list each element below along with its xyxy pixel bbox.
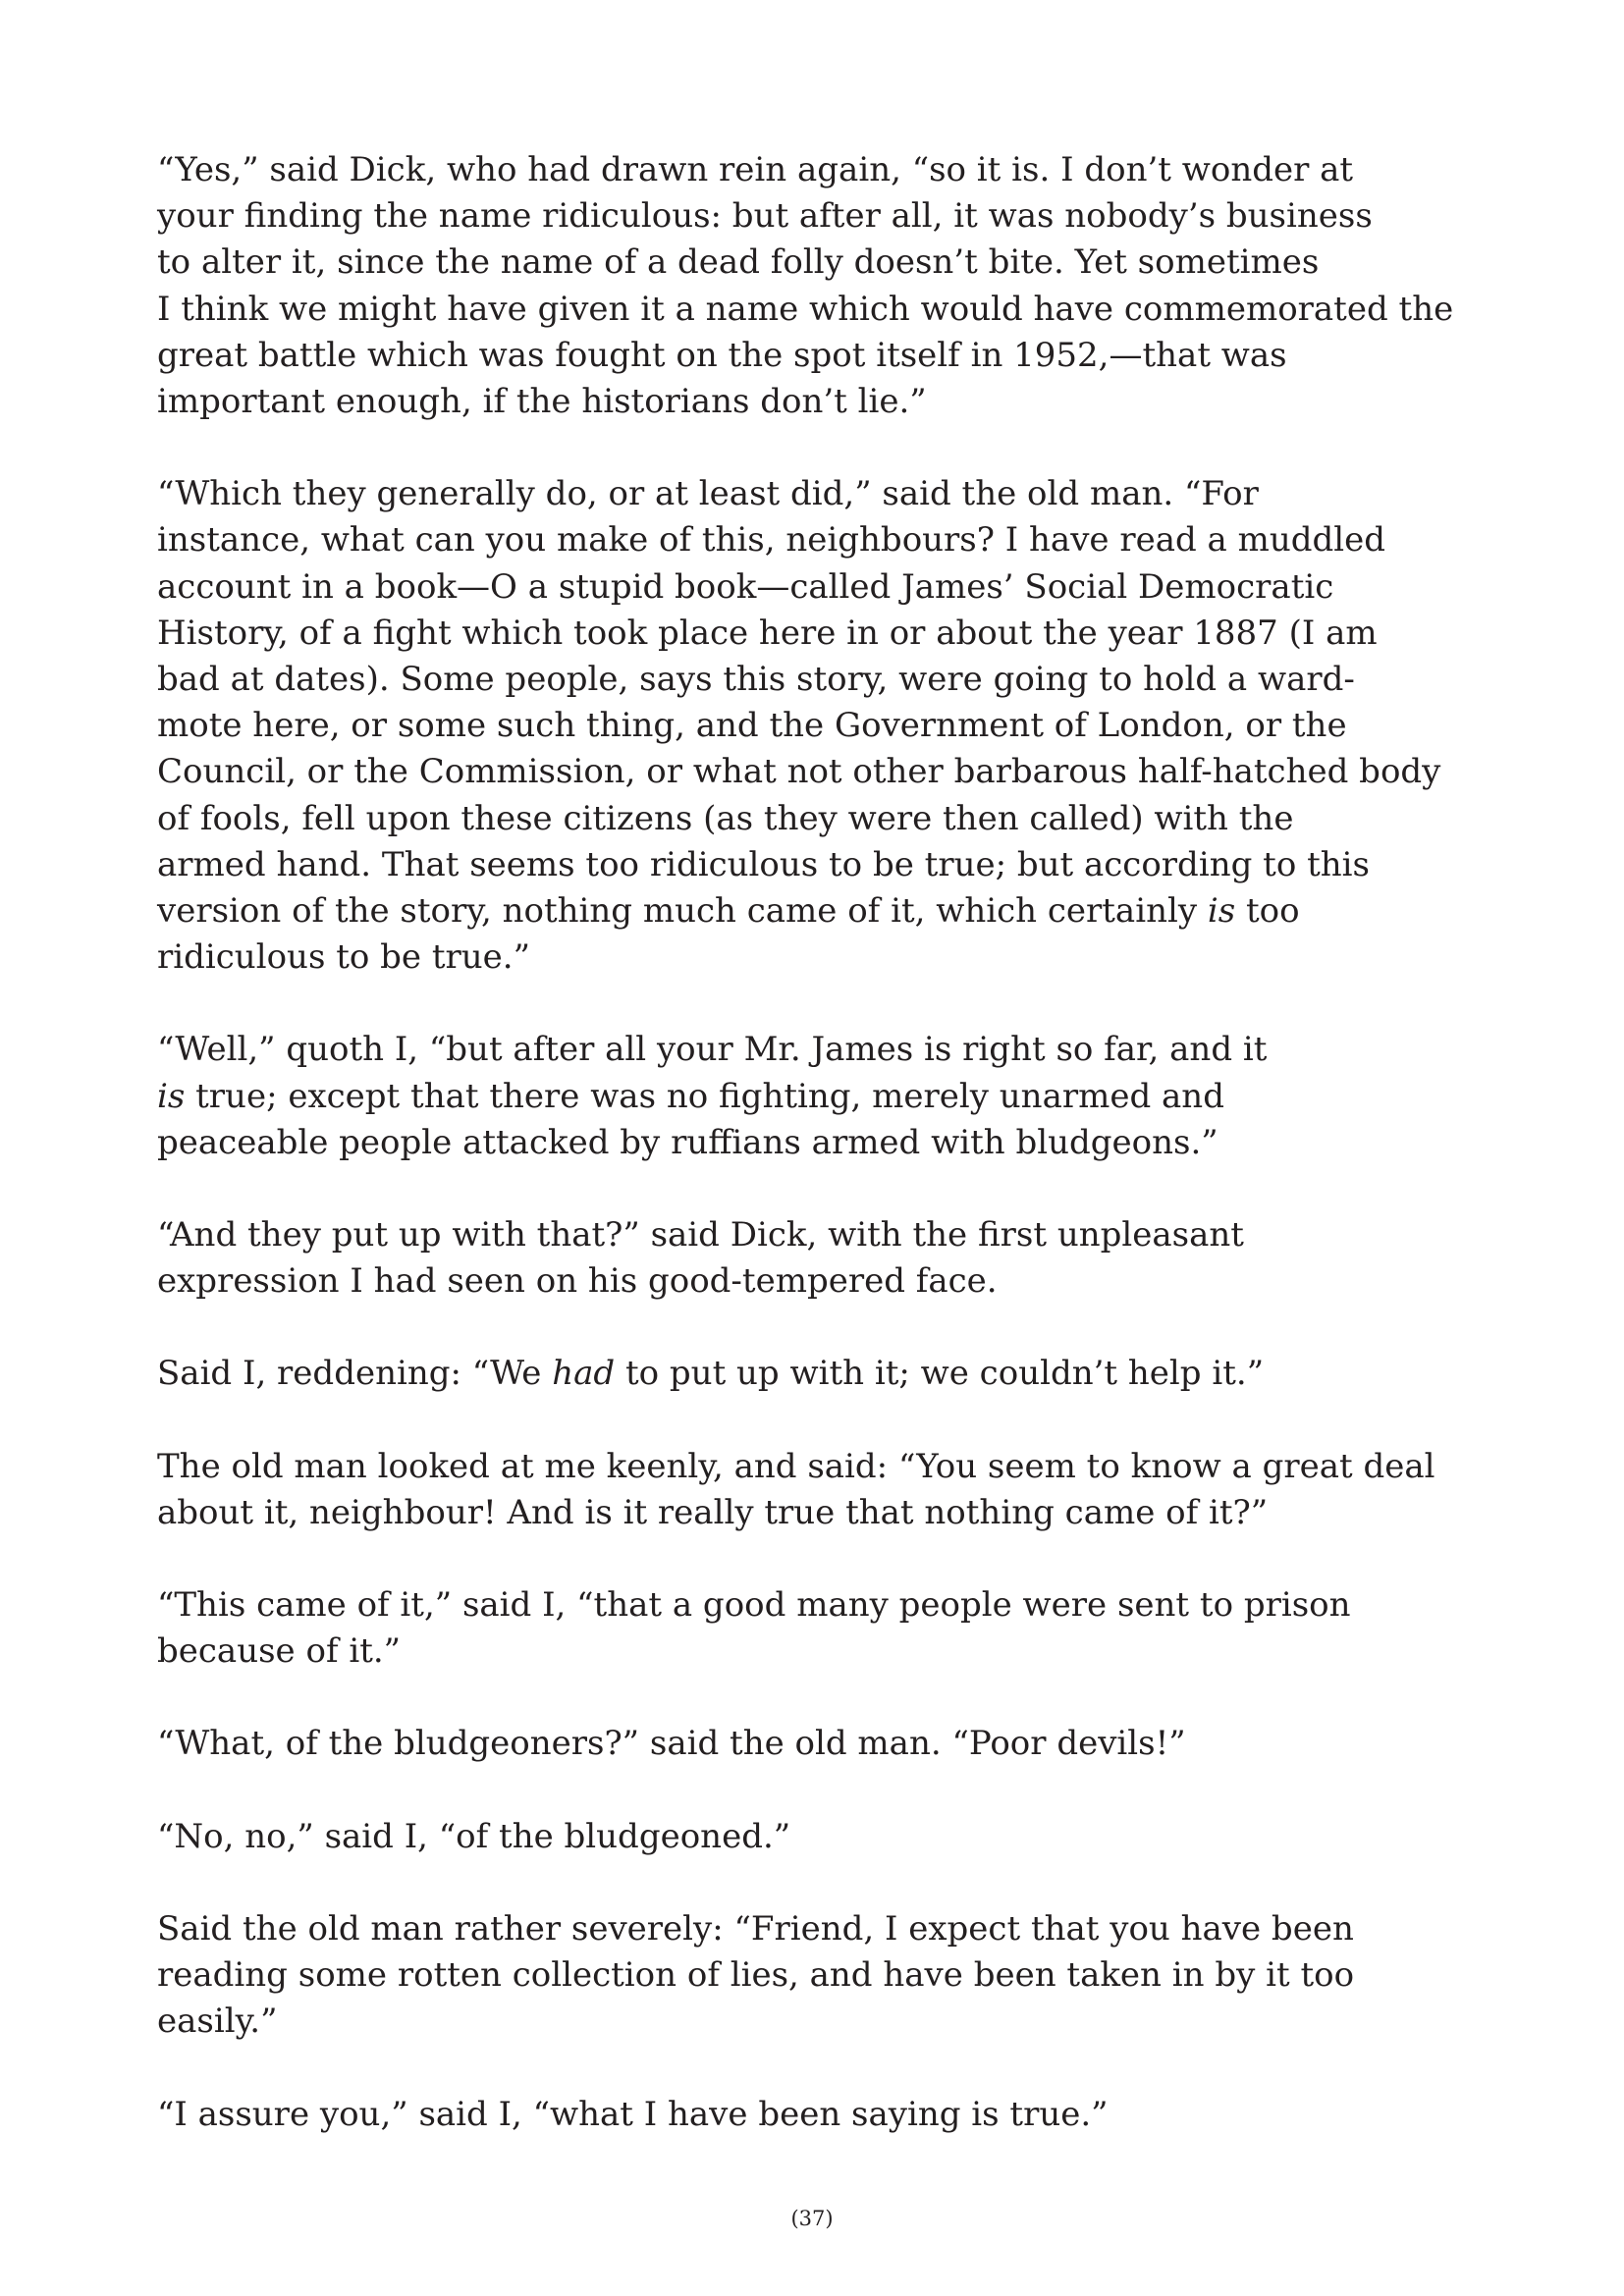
text-line: “What, of the bludgeoners?” said the old man. “Poor devils!” bbox=[157, 1724, 1186, 1764]
text-line: your finding the name ridiculous: but after all, it was nobody’s business bbox=[157, 196, 1373, 237]
text-line: important enough, if the historians don’t lie.” bbox=[157, 382, 927, 422]
text-line: “I assure you,” said I, “what I have been saying is true.” bbox=[157, 2094, 1109, 2134]
paragraph bbox=[157, 1721, 1375, 1767]
text-segment: true; except that there was no fighting, merely unarmed and bbox=[185, 1076, 1224, 1116]
text-line: History, of a fight which took place here in or about the year 1887 (I am bbox=[157, 613, 1378, 653]
paragraph bbox=[157, 1906, 1375, 2046]
text-line: armed hand. That seems too ridiculous to be true; but according to this bbox=[157, 844, 1370, 884]
text-segment: too bbox=[1235, 891, 1300, 932]
text-line: of fools, fell upon these citizens (as they were then called) with the bbox=[157, 798, 1294, 838]
paragraph bbox=[157, 1814, 1375, 1860]
text-line: ridiculous to be true.” bbox=[157, 937, 530, 978]
paragraph bbox=[157, 147, 1454, 425]
text-line: Council, or the Commission, or what not other barbarous half-hatched body bbox=[157, 752, 1441, 792]
text-line: account in a book—O a stupid book—called James’ Social Democratic bbox=[157, 566, 1334, 607]
paragraph bbox=[157, 1444, 1435, 1536]
text-line: “And they put up with that?” said Dick, with the first unpleasant bbox=[157, 1215, 1244, 1255]
text-line: great battle which was fought on the spot itself in 1952,—that was bbox=[157, 335, 1287, 375]
paragraph bbox=[157, 1027, 1375, 1166]
text-line: I think we might have given it a name which would have commemorated the bbox=[157, 289, 1454, 329]
text-line: expression I had seen on his good-tempered face. bbox=[157, 1261, 998, 1302]
text-line: “Yes,” said Dick, who had drawn rein again, “so it is. I don’t wonder at bbox=[157, 150, 1354, 189]
paragraph bbox=[157, 1582, 1375, 1675]
text-line: “Well,” quoth I, “but after all your Mr. James is right so far, and it bbox=[157, 1030, 1268, 1070]
text-segment: to put up with it; we couldn’t help it.” bbox=[615, 1354, 1265, 1394]
text-line bbox=[157, 1074, 1375, 1120]
text-line: “No, no,” said I, “of the bludgeoned.” bbox=[157, 1816, 791, 1856]
text-line: peaceable people attacked by ruffians armed with bludgeons.” bbox=[157, 1122, 1218, 1162]
text-segment: Said I, reddening: “We bbox=[157, 1354, 553, 1394]
text-line: “This came of it,” said I, “that a good many people were sent to prison bbox=[157, 1585, 1351, 1626]
text-line bbox=[157, 888, 1375, 934]
text-line: reading some rotten collection of lies, and have been taken in by it too bbox=[157, 1955, 1355, 1996]
text-line: easily.” bbox=[157, 2002, 278, 2042]
paragraph bbox=[157, 2092, 1375, 2138]
text-segment: version of the story, nothing much came of it, which certainly bbox=[157, 891, 1208, 932]
text-line: The old man looked at me keenly, and said: “You seem to know a great deal bbox=[157, 1446, 1435, 1486]
paragraph bbox=[157, 1212, 1375, 1305]
text-line: Said the old man rather severely: “Friend, I expect that you have been bbox=[157, 1908, 1354, 1949]
text-line: about it, neighbour! And is it really true that nothing came of it?” bbox=[157, 1492, 1269, 1532]
italic-emphasis: is bbox=[1207, 891, 1236, 932]
text-line: because of it.” bbox=[157, 1631, 402, 1672]
text-line: to alter it, since the name of a dead folly doesn’t bite. Yet sometimes bbox=[157, 242, 1320, 283]
text-line: instance, what can you make of this, neighbours? I have read a muddled bbox=[157, 520, 1386, 561]
page-number: (37) bbox=[790, 2207, 834, 2230]
italic-emphasis: is bbox=[157, 1076, 186, 1116]
text-line: mote here, or some such thing, and the Government of London, or the bbox=[157, 706, 1347, 746]
paragraph bbox=[157, 1351, 1375, 1397]
text-line: bad at dates). Some people, says this story, were going to hold a ward- bbox=[157, 660, 1355, 700]
body-text bbox=[157, 147, 1454, 2184]
paragraph bbox=[157, 471, 1441, 981]
text-line bbox=[157, 1351, 1375, 1397]
text-line: “Which they generally do, or at least did,” said the old man. “For bbox=[157, 474, 1259, 514]
italic-emphasis: had bbox=[552, 1354, 616, 1394]
